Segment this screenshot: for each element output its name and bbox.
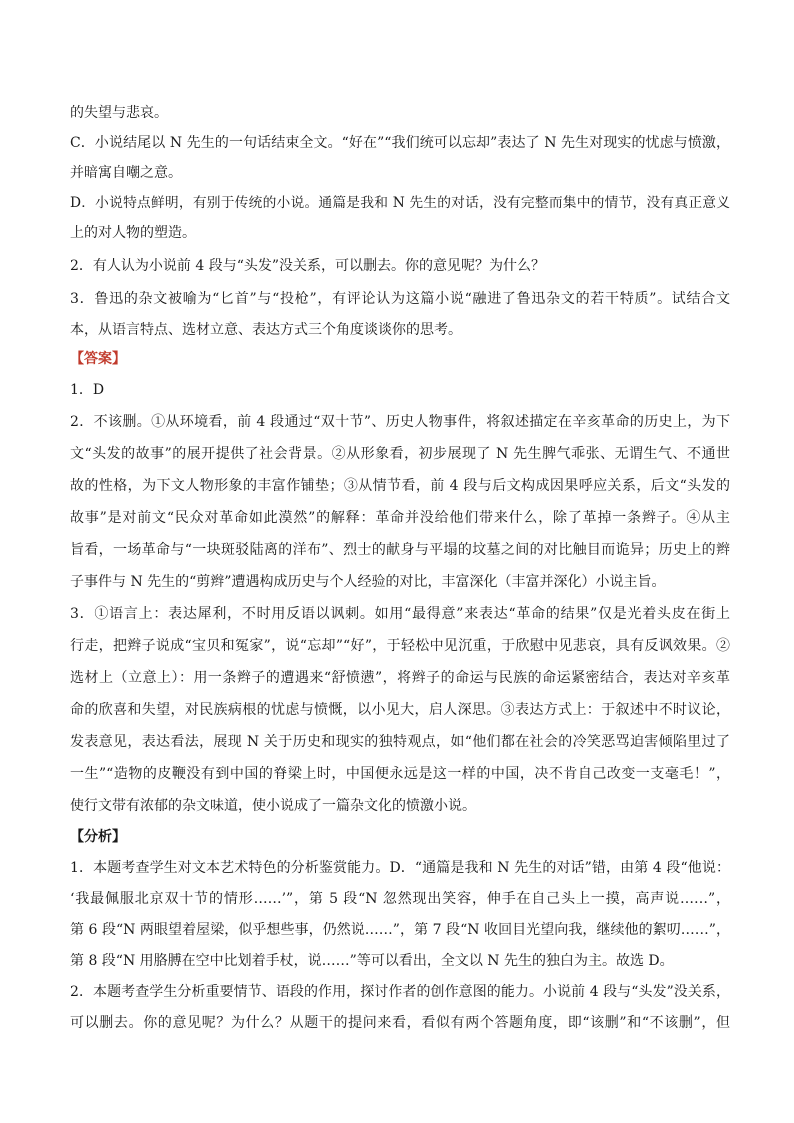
text-line: D．小说特点鲜明，有别于传统的小说。通篇是我和 N 先生的对话，没有完整而集中的情节，没有真正意义 <box>70 195 730 211</box>
answer-2: 2．不该删。①从环境看，前 4 段通过“双十节”、历史人物事件，将叙述描定在辛亥革命的历史上，为下 <box>70 414 730 430</box>
text-line: 发表意见，表达看法，展现 N 关于历史和现实的独特观点，如“他们都在社会的冷笑恶骂迫害倾陷里过了 <box>70 734 730 750</box>
text-line: 旨看，一场革命与“一块斑驳陆离的洋布”、烈士的献身与平塌的坟墓之间的对比触目而诡异；历史上的辫 <box>70 542 730 558</box>
text-line: 文“头发的故事”的展开提供了社会背景。②从形象看，初步展现了 N 先生脾气乖张、无谓生气、不通世 <box>70 446 730 462</box>
answer-3: 3．①语言上：表达犀利，不时用反语以讽刺。如用“最得意”来表达“革命的结果”仅是光着头皮在街上 <box>70 606 730 622</box>
text-line: C．小说结尾以 N 先生的一句话结束全文。“好在”“我们统可以忘却”表达了 N 先生对现实的忧虑与愤激， <box>70 135 730 151</box>
answer-1: 1．D <box>70 382 105 398</box>
text-line: 使行文带有浓郁的杂文味道，使小说成了一篇杂文化的愤激小说。 <box>70 798 476 814</box>
text-line: 第 6 段“N 两眼望着屋梁，似乎想些事，仍然说……”，第 7 段“N 收回目光望向我，继续他的絮叨……”， <box>70 922 730 938</box>
text-line: 第 8 段“N 用胳膊在空中比划着手杖，说……”等可以看出，全文以 N 先生的独白为主。故选 D。 <box>70 953 674 969</box>
text-line: 命的欣喜和失望，对民族病根的忧虑与愤慨，以小见大，启人深思。③表达方式上：于叙述中不时议论， <box>70 702 730 718</box>
text-line: 故事”是对前文“民众对革命如此漠然”的解释：革命并没给他们带来什么，除了革掉一条辫子。④从主 <box>70 510 730 526</box>
question-3: 3．鲁迅的杂文被喻为“匕首”与“投枪”，有评论认为这篇小说“融进了鲁迅杂文的若干特质”。试结合文 <box>70 291 730 307</box>
text-line: 可以删去。你的意见呢？为什么？从题干的提问来看，看似有两个答题角度，即“该删”和“不该删”，但 <box>70 1015 730 1031</box>
analysis-2: 2．本题考查学生分析重要情节、语段的作用，探讨作者的创作意图的能力。小说前 4 段与“头发”没关系， <box>70 984 730 1000</box>
text-line: ‘我最佩服北京双十节的情形……’”，第 5 段“N 忽然现出笑容，伸手在自己头上一摸，高声说……”， <box>70 891 730 907</box>
text-line: 本，从语言特点、选材立意、表达方式三个角度谈谈你的思考。 <box>70 322 462 338</box>
text-line: 故的性格，为下文人物形象的丰富作铺垫；③从情节看，前 4 段与后文构成因果呼应关系，后文“头发的 <box>70 478 730 494</box>
text-line: 行走，把辫子说成“宝贝和冤家”，说“忘却”“好”，于轻松中见沉重，于欣慰中见悲哀，具有反讽效果。② <box>70 638 730 654</box>
text-line: 的失望与悲哀。 <box>70 105 168 121</box>
text-line: 并暗寓自嘲之意。 <box>70 165 182 181</box>
question-2: 2．有人认为小说前 4 段与“头发”没关系，可以删去。你的意见呢？为什么？ <box>70 258 546 274</box>
text-line: 一生”“造物的皮鞭没有到中国的脊梁上时，中国便永远是这一样的中国，决不肯自己改变一支毫毛！”， <box>70 766 730 782</box>
analysis-1: 1．本题考查学生对文本艺术特色的分析鉴赏能力。D．“通篇是我和 N 先生的对话”错，由第 4 段“他说： <box>70 860 730 876</box>
text-line: 子事件与 N 先生的“剪辫”遭遇构成历史与个人经验的对比，丰富深化（丰富并深化）小说主旨。 <box>70 574 666 590</box>
text-line: 上的对人物的塑造。 <box>70 225 196 241</box>
answer-heading: 【答案】 <box>70 351 126 367</box>
text-line: 选材上（立意上）：用一条辫子的遭遇来“舒愤懑”，将辫子的命运与民族的命运紧密结合，表达对辛亥革 <box>70 670 730 686</box>
analysis-heading: 【分析】 <box>70 829 126 845</box>
